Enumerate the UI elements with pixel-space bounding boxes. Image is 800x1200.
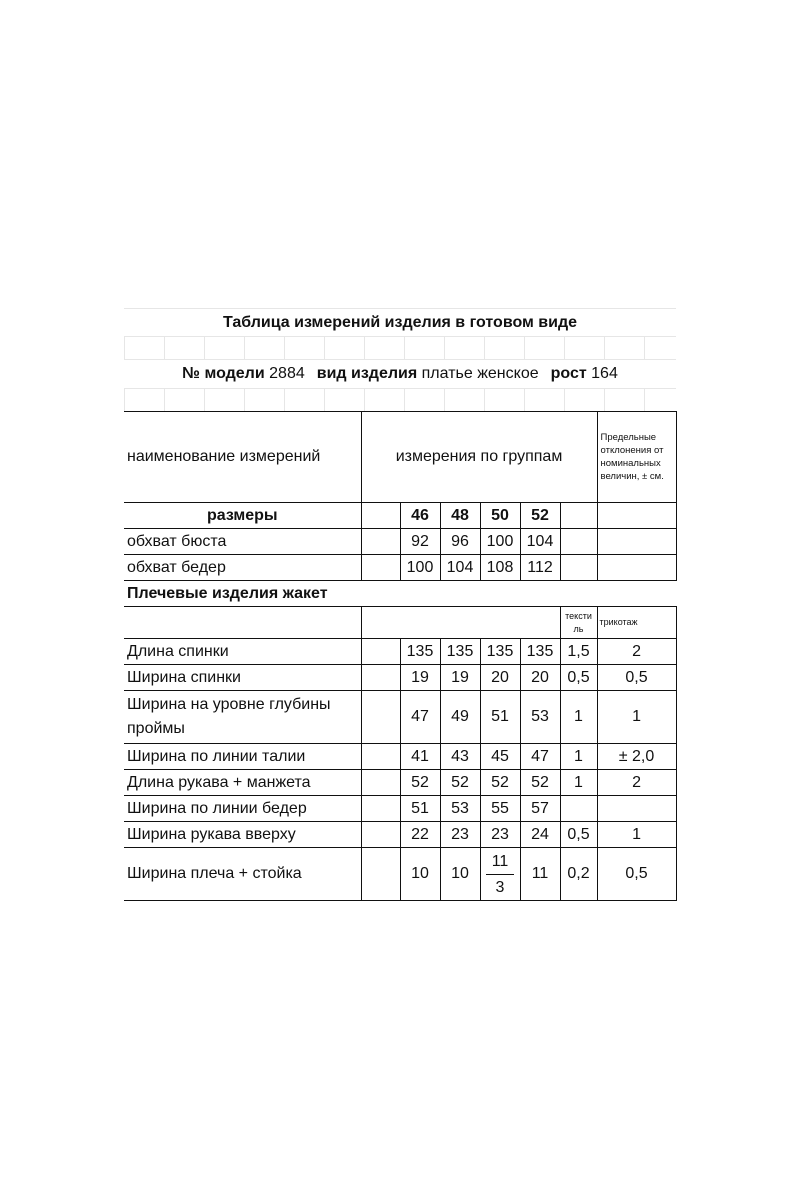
value-split-top: 11 (486, 849, 515, 875)
value-cell: 112 (520, 555, 560, 581)
value-cell: 135 (440, 639, 480, 665)
knit-cell: 2 (597, 639, 676, 665)
row-name: Ширина по линии бедер (124, 796, 361, 822)
value-cell: 10 (440, 848, 480, 901)
row-name: Длина спинки (124, 639, 361, 665)
textile-cell (560, 796, 597, 822)
value-cell: 45 (480, 744, 520, 770)
sheet-title-text: Таблица измерений изделия в готовом виде (222, 313, 578, 331)
sizes-row (124, 503, 676, 529)
value-cell: 104 (440, 555, 480, 581)
table-row (124, 529, 676, 555)
value-cell: 57 (520, 796, 560, 822)
value-split-bottom: 3 (495, 878, 505, 896)
table-row (124, 665, 676, 691)
value-cell: 10 (400, 848, 440, 901)
value-cell: 41 (400, 744, 440, 770)
value-cell: 135 (520, 639, 560, 665)
size-cell: 46 (400, 503, 440, 529)
value-cell: 135 (400, 639, 440, 665)
value-cell: 53 (520, 691, 560, 744)
textile-label: тексти ль (560, 607, 597, 639)
table-row (124, 639, 676, 665)
value-cell: 43 (440, 744, 480, 770)
value-cell: 135 (480, 639, 520, 665)
row-name: обхват бюста (124, 529, 361, 555)
textile-cell: 1 (560, 770, 597, 796)
value-cell: 24 (520, 822, 560, 848)
knit-cell: 2 (597, 770, 676, 796)
value-cell: 49 (440, 691, 480, 744)
textile-cell: 1 (560, 744, 597, 770)
knit-cell (597, 796, 676, 822)
model-number-value: 2884 (269, 365, 305, 382)
table-row (124, 691, 676, 744)
value-cell: 22 (400, 822, 440, 848)
height-value: 164 (591, 365, 618, 382)
table-row (124, 770, 676, 796)
knit-cell: 1 (597, 822, 676, 848)
row-name: Длина рукава + манжета (124, 770, 361, 796)
section-title: Плечевые изделия жакет (124, 581, 676, 607)
row-name: Ширина плеча + стойка (124, 848, 361, 901)
value-cell: 52 (400, 770, 440, 796)
knit-cell: ± 2,0 (597, 744, 676, 770)
value-cell: 55 (480, 796, 520, 822)
section-title-row (124, 581, 676, 607)
value-cell: 96 (440, 529, 480, 555)
value-cell (480, 848, 520, 901)
value-cell: 11 (520, 848, 560, 901)
value-cell: 100 (480, 529, 520, 555)
value-cell: 23 (440, 822, 480, 848)
table-row (124, 744, 676, 770)
textile-cell: 0,5 (560, 822, 597, 848)
header-tolerance: Предельные отклонения от номинальных величин, ± см. (597, 412, 676, 503)
value-cell: 20 (520, 665, 560, 691)
textile-cell: 1 (560, 691, 597, 744)
size-cell: 52 (520, 503, 560, 529)
product-kind-label: вид изделия (316, 365, 418, 382)
header-groups: измерения по группам (361, 412, 597, 503)
sizes-label: размеры (124, 503, 361, 529)
model-number-label: № модели (182, 365, 265, 382)
value-cell: 47 (520, 744, 560, 770)
row-name: Ширина спинки (124, 665, 361, 691)
knit-cell: 1 (597, 691, 676, 744)
tolerance-type-row (124, 607, 676, 639)
spacer-row (124, 388, 676, 411)
header-name: наименование измерений (124, 412, 361, 503)
row-name: Ширина по линии талии (124, 744, 361, 770)
knit-label: трикотаж (597, 607, 676, 639)
value-cell: 92 (400, 529, 440, 555)
value-cell: 52 (520, 770, 560, 796)
value-cell: 100 (400, 555, 440, 581)
value-cell: 47 (400, 691, 440, 744)
table-row (124, 796, 676, 822)
value-cell: 108 (480, 555, 520, 581)
textile-cell: 1,5 (560, 639, 597, 665)
table-row (124, 848, 676, 901)
value-cell: 23 (480, 822, 520, 848)
spacer-row (124, 336, 676, 359)
textile-cell: 0,5 (560, 665, 597, 691)
value-cell: 52 (440, 770, 480, 796)
value-cell: 19 (440, 665, 480, 691)
knit-cell: 0,5 (597, 848, 676, 901)
textile-cell: 0,2 (560, 848, 597, 901)
measurement-sheet (124, 308, 676, 901)
size-cell: 48 (440, 503, 480, 529)
value-cell: 52 (480, 770, 520, 796)
row-name: обхват бедер (124, 555, 361, 581)
value-cell: 51 (480, 691, 520, 744)
row-name: Ширина на уровне глубины проймы (124, 691, 361, 744)
value-cell: 104 (520, 529, 560, 555)
value-cell: 19 (400, 665, 440, 691)
value-cell: 51 (400, 796, 440, 822)
sheet-title (124, 308, 676, 336)
value-cell: 53 (440, 796, 480, 822)
header-row (124, 412, 676, 503)
row-name: Ширина рукава вверху (124, 822, 361, 848)
value-cell: 20 (480, 665, 520, 691)
height-label: рост (550, 365, 587, 382)
knit-cell: 0,5 (597, 665, 676, 691)
table-row (124, 555, 676, 581)
measurement-table (124, 411, 677, 901)
product-kind-value: платье женское (421, 365, 539, 382)
model-info-row (124, 359, 676, 388)
size-cell: 50 (480, 503, 520, 529)
table-row (124, 822, 676, 848)
